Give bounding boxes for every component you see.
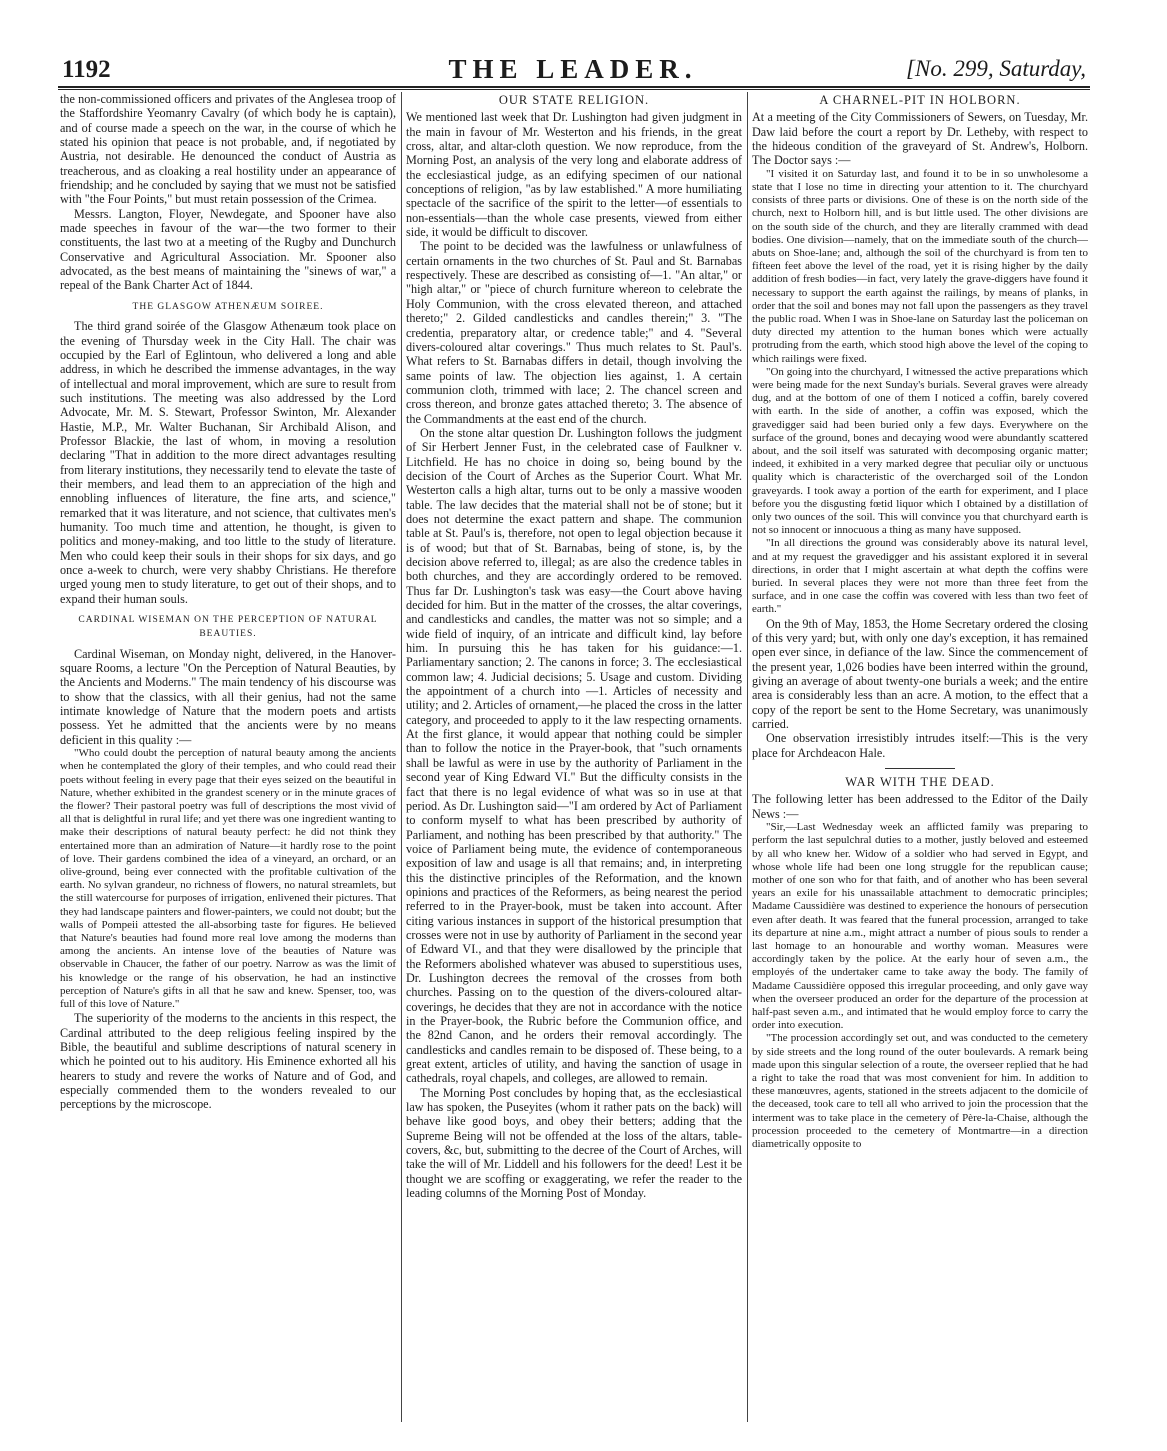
article-paragraph: At a meeting of the City Commissioners of Sewers, on Tuesday, Mr. Daw laid before the court a report by Dr. Letheby, with respect to the hideous condition of the graveyard of St. Andrew's, Holborn. The Doctor says :—	[752, 110, 1088, 168]
article-heading: OUR STATE RELIGION.	[498, 93, 650, 107]
column-divider	[401, 92, 402, 1422]
article-paragraph: The Morning Post concludes by hoping that, as the ecclesiastical law has spoken, the Puseyites (whom it rather pats on the back) will behave like good boys, and obey their betters; adding that the Supreme Being will not be offended at the loss of the altars, table-covers, &c, but, submitting to the decree of the Court of Arches, will take the will of Mr. Liddell and his followers for the deed! Lest it be thought we are scoffing or exaggerating, we refer the reader to the leading columns of the Morning Post of Monday.	[406, 1085, 742, 1201]
masthead	[58, 52, 1088, 82]
article-paragraph: The following letter has been addressed to the Editor of the Daily News :—	[752, 792, 1088, 821]
column-3	[752, 92, 1088, 1422]
article-heading: A CHARNEL-PIT IN HOLBORN.	[819, 93, 1021, 107]
quoted-paragraph: "I visited it on Saturday last, and found it to be in so unwholesome a state that I lose no time in directing your attention to it. The churchyard consists of three parts or divisions. One of these is on the north side of the church, next to Holborn hill, and is but little used. The other divisions are on the south side of the church, and they are literally crammed with dead bodies. One division—namely, that on the immediate south of the church—abuts on Shoe-lane; and, although the soil of the churchyard is from ten to fifteen feet above the level of the road, yet it is rising higher by the daily addition of fresh bodies—in fact, very lately the grave-diggers have found it necessary to support the earth against the railings, by means of planks, in order that the soil and bones may not fall upon the passengers as they travel the public road. When I was in Shoe-lane on Saturday last the policeman on duty directed my attention to the human bones which were actually protruding from the earth, which stood high above the level of the coping to which railings were fixed.	[752, 167, 1088, 365]
issue-label: [No. 299, Saturday,	[906, 56, 1086, 81]
quoted-paragraph: "On going into the churchyard, I witnessed the active preparations which were being made for the next Sunday's burials. Several graves were already dug, and at the bottom of one of them I noticed a coffin, barely covered with earth. In the side of another, a coffin was exposed, which the gravedigger said had been buried only a few days. Everywhere on the surface of the ground, bones and decaying wood were abundantly scattered about, and the soil itself was saturated with decomposing organic matter; indeed, it exhibited in a very marked degree that peculiar oily or unctuous quality which is characteristic of the overcharged soil of the London graveyards. I took away a portion of the earth for experiment, and I place before you the disgusting fœtid liquor which I obtained by a distillation of only two ounces of the soil. This will convince you that churchyard earth is not so innocent or innocuous a thing as many have supposed.	[752, 365, 1088, 537]
article-paragraph: The superiority of the moderns to the ancients in this respect, the Cardinal attributed to the deep religious feeling inspired by the Bible, the beautiful and sublime descriptions of natural scenery in which he pointed out to his auditory. His Eminence exhorted all his hearers to study and revere the works of Nature and of God, and especially commended them to the wonders revealed to our perceptions by the microscope.	[60, 1011, 396, 1112]
article-paragraph: One observation irresistibly intrudes itself:—This is the very place for Archdeacon Hale.	[752, 731, 1088, 760]
article-paragraph: We mentioned last week that Dr. Lushington had given judgment in the main in favour of Mr. Westerton and his friends, in the great cross, altar, and altar-cloth question. We now reproduce, from the Morning Post, an analysis of the very long and elaborate address of the ecclesiastical judge, as an edifying specimen of our national conceptions of religion, "as by law established." A more humiliating spectacle of the sacrifice of the spirit to the letter—of essentials to non-essentials—than the whole case presents, viewed from either side, it would be difficult to discover.	[406, 110, 742, 240]
column-1	[60, 92, 396, 1422]
article-paragraph: The point to be decided was the lawfulness or unlawfulness of certain ornaments in the two churches of St. Paul and St. Barnabas respectively. These are described as consisting of—1. "An altar," or "high altar," or "piece of church furniture whereon to celebrate the Holy Communion, with the cross elevated thereon, and attached thereto;" 2. Gilded candlesticks and candles therein;" 3. "The credentia, preparatory altar, or credence table;" and 4. "Several divers-coloured altar coverings." Thus much relates to St. Paul's. What refers to St. Barnabas differs in detail, though involving the same points of law. The objection lies against, 1. A certain communion cloth, trimmed with lace; 2. The chancel screen and cross thereon, and bronze gates attached thereto; 3. The absence of the Commandments at the east end of the church.	[406, 239, 742, 426]
masthead-rule	[58, 86, 1090, 88]
section-subheading: THE GLASGOW ATHENÆUM SOIREE.	[132, 301, 324, 312]
article-paragraph: The third grand soirée of the Glasgow Athenæum took place on the evening of Thursday week in the City Hall. The chair was occupied by the Earl of Eglintoun, who delivered a long and able address, in which he described the immense advantages, in the way of intellectual and moral improvement, which are sure to result from such institutions. The meeting was also addressed by the Lord Advocate, Mr. M. S. Stewart, Professor Swinton, Mr. Alexander Hastie, M.P., Mr. Walter Buchanan, Sir Archibald Alison, and Professor Blackie, the last of whom, in moving a resolution declaring "That in addition to the more direct advantages resulting from literary institutions, they necessarily tend to elevate the taste of their members, and lead them to an appreciation of the high and ennobling influences of literature, the fine arts, and science," remarked that it was literature, and not science, that cultivates men's humanity. Too much time and attention, he thought, is given to politics and money-making, and too little to the study of literature. Men who could keep their souls in their shops for six days, and go once a-week to church, were very shabby Christians. He therefore urged young men to study literature, to get out of their shops, and to expand their human souls.	[60, 319, 396, 606]
masthead-rule-thin	[58, 89, 1090, 90]
quoted-paragraph: "Who could doubt the perception of natural beauty among the ancients when he contemplated the glory of their temples, and who could read their poets without feeling in every page that their eyes seized on the beautiful in Nature, whether exhibited in the grandest scenery or in the minute graces of the flower? Their pastoral poetry was full of descriptions the most vivid of all that is delightful in rural life; and yet there was one ingredient wanting to make their descriptions of natural beauty perfect: he did not think they entertained more than an admiration of Nature—it hardly rose to the point of love. Their gardens combined the idea of a vineyard, an orchard, or an olive-ground, being ever connected with the profitable cultivation of the earth. No sylvan grandeur, no richness of flowers, no natural streamlets, but the still watercourse for purposes of irrigation, enlivened their pictures. That they had landscape painters and flower-painters, we could not doubt; but the walls of Pompeii attested the all-absorbing taste for figures. He believed that Nature's beauties had found more real love among the moderns than among the ancients. An intense love of the beauties of Nature was observable in Chaucer, the father of our poetry. Narrow as was the limit of his knowledge or the range of his observation, he had an instinctive perception of Nature's gifts in all that he saw and knew. Spenser, too, was full of this love of Nature."	[60, 747, 396, 1010]
article-paragraph: On the stone altar question Dr. Lushington follows the judgment of Sir Herbert Jenner Fust, in the celebrated case of Faulkner v. Litchfield. He has no choice in doing so, being bound by the decision of the Court of Arches as the Superior Court. What Mr. Westerton calls a high altar, turns out to be only a massive wooden table. The law decides that the material shall not be of stone; but it does not determine the exact pattern and shape. The communion table at St. Paul's is, therefore, not open to legal objection because it is of wood; but that of St. Barnabas, being of stone, is, by the decision above referred to, illegal; as are also the credence tables in both churches, and they are accordingly ordered to be removed. Thus far Dr. Lushington's task was easy—the Court above having decided for him. But in the matter of the crosses, the altar coverings, and candlesticks and candles, the matter was not so simple; and a wide field of inquiry, of an intricate and difficult kind, lay before him. In pursuing this he has taken for his guidance:—1. Parliamentary sanction; 2. The canons in force; 3. The ecclesiastical common law; 4. Judicial decisions; 5. Usage and custom. Dividing the appointment of a church into —1. Articles of necessity and utility; and 2. Articles of ornament,—he placed the cross in the latter category, and proceeded to apply to it the law respecting ornaments. At the first glance, it would appear that nothing could be simpler than to follow the notice in the Prayer-book, that "such ornaments shall be lawful as were in use by the authority of Parliament in the second year of King Edward VI." But the difficulty consists in the fact that there is no legal evidence of what was so in use at that period. As Dr. Lushington said—"I am ordered by Act of Parliament to conform myself to what has been prescribed by authority of Parliament, and nothing has been prescribed by that authority." The voice of Parliament being mute, the evidence of contemporaneous exposition of law and usage is all that remains; and, in interpreting this the distinctive principles of the Reformation, and the known opinions and practices of the Reformers, as being nearest the period referred to in the Prayer-book, must be taken into account. After citing various instances in support of the historical presumption that crosses were not in use by authority of Parliament in the second year of Edward VI., and that they were disallowed by the principle that the Reformers abolished whatever was abused to superstitious uses, Dr. Lushington decrees the removal of the crosses from both churches. Passing on to the question of the divers-coloured altar-coverings, he decides that they are not in accordance with the notice in the Prayer-book, the Rubric before the Communion office, and the 82nd Canon, and he orders their removal accordingly. The candlesticks and candles remain to be disposed of. These being, to a great extent, articles of utility, and having the sanction of usage in cathedrals, royal chapels, and colleges, are allowed to remain.	[406, 425, 742, 1086]
section-subheading: CARDINAL WISEMAN ON THE PERCEPTION OF NATURAL BEAUTIES.	[78, 615, 378, 640]
article-paragraph: the non-commissioned officers and privates of the Anglesea troop of the Staffordshire Yeomanry Cavalry (of which body he is captain), and of course made a speech on the war, in the course of which he stated his opinion that peace is not probable, and, if negotiated by Austria, not desirable. He denounced the conduct of Austria as treacherous, and as cloaking a real hostility under an appearance of friendship; and he concluded by saying that we must not be satisfied with "the Four Points," but must retain possession of the Crimea.	[60, 92, 396, 207]
article-heading: WAR WITH THE DEAD.	[845, 775, 995, 790]
article-separator	[885, 768, 955, 769]
article-paragraph: Cardinal Wiseman, on Monday night, delivered, in the Hanover-square Rooms, a lecture "On the Perception of Natural Beauties, by the Ancients and Moderns." The main tendency of his discourse was to show that the classics, with all their genius, had not the same intimate knowledge of Nature that the modern poets and artists possess. Yet he admitted that the ancients were by no means deficient in this quality :—	[60, 646, 396, 747]
quoted-paragraph: "In all directions the ground was considerably above its natural level, and at my request the gravedigger and his assistant explored it in several directions, in order that I might ascertain at what depth the coffins were buried. In several places they were not more than three feet from the surface, and in one case the coffin was covered with less than two feet of earth."	[752, 537, 1088, 616]
newspaper-title: THE LEADER.	[448, 54, 698, 84]
quoted-paragraph: "The procession accordingly set out, and was conducted to the cemetery by side streets and the long round of the outer boulevards. A remark being made upon this singular selection of a route, the overseer replied that he had a right to take the road that was most convenient for him. In addition to these manœuvres, agents, stationed in the streets adjacent to the domicile of the deceased, took care to tell all who arrived to join the procession that the interment was to take place in the cemetery of Père-la-Chaise, although the procession proceeded to the cemetery of Montmartre—in a direction diametrically opposite to	[752, 1032, 1088, 1150]
article-paragraph: Messrs. Langton, Floyer, Newdegate, and Spooner have also made speeches in favour of the war—the two former to their constituents, the last two at a meeting of the Rugby and Dunchurch Conservative and Agricultural Association. Mr. Spooner also advocated, as the best means of maintaining the "sinews of war," a repeal of the Bank Charter Act of 1844.	[60, 206, 396, 293]
quoted-paragraph: "Sir,—Last Wednesday week an afflicted family was preparing to perform the last sepulchral duties to a mother, justly beloved and esteemed by all who knew her. Widow of a soldier who had served in Egypt, and whose whole life had been one long struggle for the republican cause; mother of one son who for that faith, and of another who has been several years an exile for his unassailable attachment to democratic principles; Madame Caussidière was destined to experience the honours of persecution even after death. It was feared that the funeral procession, arranged to take its departure at nine a.m., might attract a number of pious souls to render a last homage to an honourable and worthy woman. Measures were accordingly taken by the police. At the early hour of seven a.m., the employés of the undertaker came to take away the body. The family of Madame Caussidière opposed this irregular proceeding, and only gave way when the overseer produced an order for the departure of the procession at half-past seven a.m., and intimated that he would employ force to carry the order into execution.	[752, 821, 1088, 1032]
article-paragraph: On the 9th of May, 1853, the Home Secretary ordered the closing of this very yard; but, with only one day's exception, it has remained open ever since, in defiance of the law. Since the commencement of the present year, 1,026 bodies have been interred within the ground, giving an average of about twenty-one burials a week; and the entire area is considerably less than an acre. A motion, to the effect that a copy of the report be sent to the Home Secretary, was unanimously carried.	[752, 616, 1088, 732]
page-number: 1192	[62, 56, 111, 83]
column-divider	[747, 92, 748, 1422]
column-2	[406, 92, 742, 1422]
